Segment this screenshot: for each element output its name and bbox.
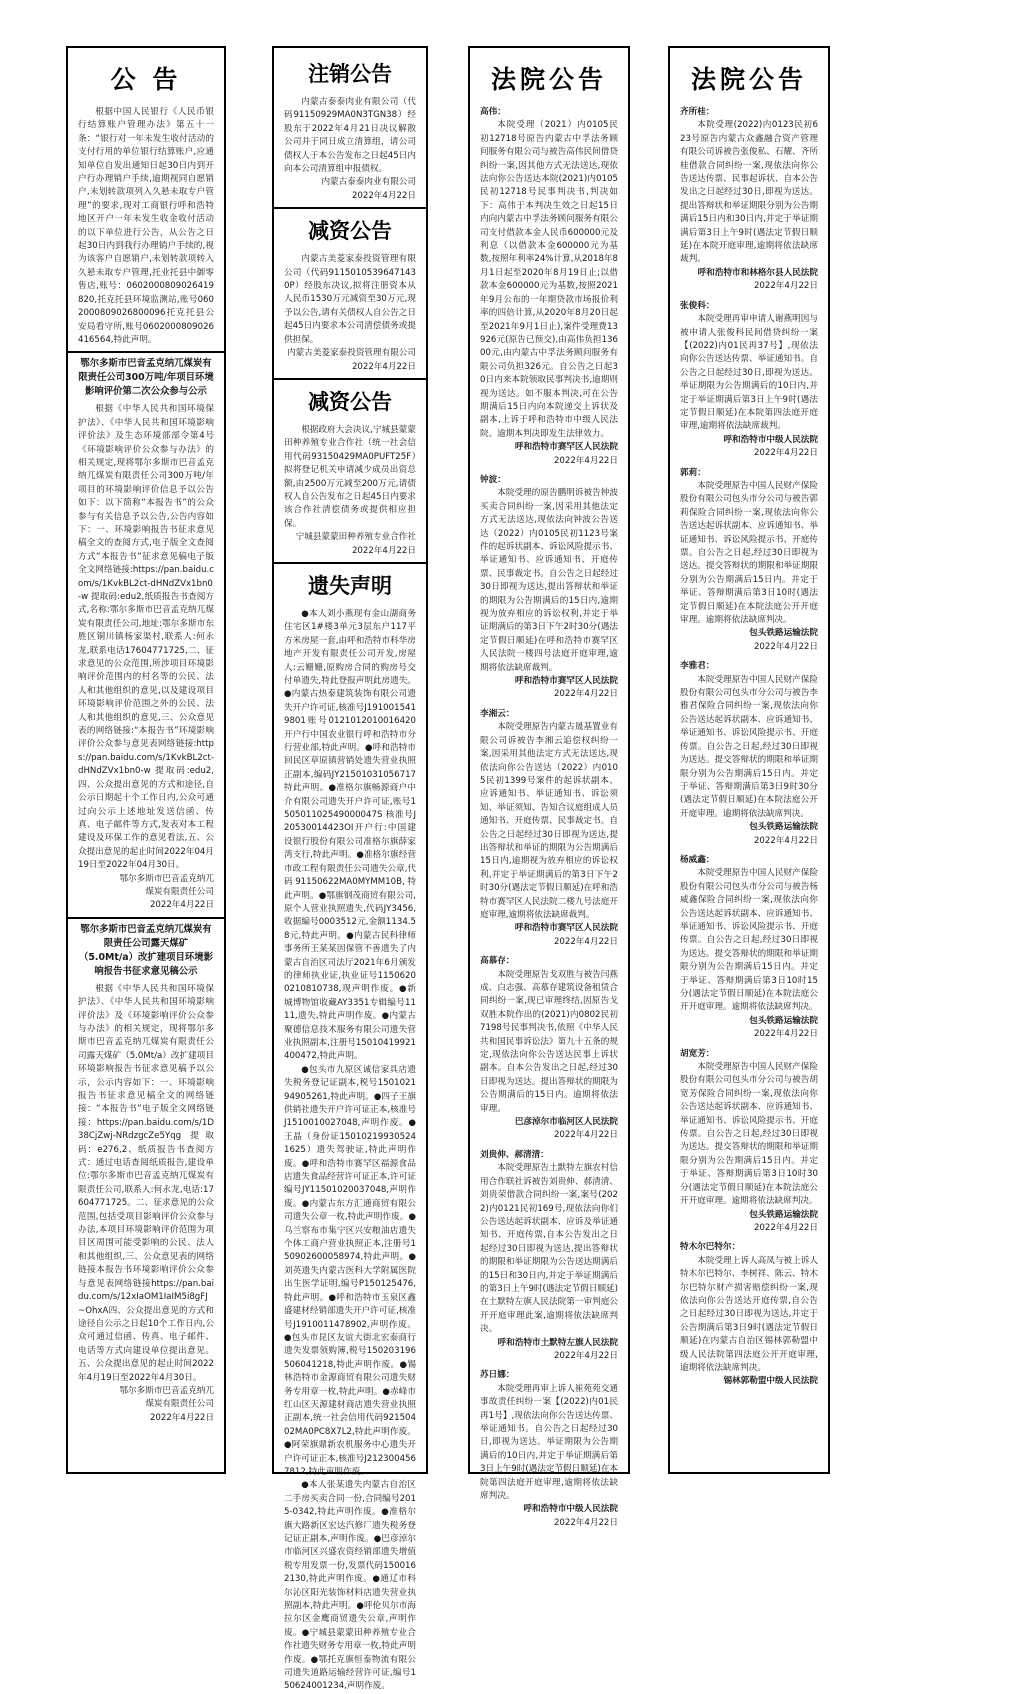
court-name: 呼和浩特市中级人民法院 [523,1504,618,1515]
signature-date: 2022年4月22日 [753,1222,818,1233]
signature-company: 鄂尔多斯市巴音孟克纳兀 [119,873,214,884]
signature-date: 2022年4月22日 [149,1412,214,1423]
signature-date: 2022年4月22日 [553,936,618,947]
deregistration-text: 内蒙古泰泰肉业有限公司（代码91150929MA0N3TGN38）经股东于2022年4月21日决议解散公司并于同日成立清算组，请公司债权人于本公告发布之日起45日内向本公司清算组申报债权。 [284,97,416,175]
case-party-name: 刘贵伸、郝清清： [480,1149,549,1160]
signature-date: 2022年4月22日 [753,281,818,292]
section-title-capital-reduction-1: 减资公告 [308,218,392,244]
divider [274,207,426,209]
case-party-name: 李湘云： [480,708,515,719]
section-title-capital-reduction-2: 减资公告 [308,388,392,414]
signature-company-2: 煤炭有限责任公司 [145,886,214,897]
case-party-name: 杨威鑫： [680,854,715,865]
case-text: 本院受理再审申请人谢燕明因与被申请人张俊科民间借贷纠纷一案【(2022)内01民再37号】,现依法向你公告送达传票、举证通知书。自公告之日起经过30日,即视为送达。举证期限为公告期满后的10日内,并定于举证期满后第3日上午9时(遇法定节假日顺延)在本院第四法庭开庭审理,逾期将依法缺席裁判。 [680,314,818,432]
signature-date: 2022年4月22日 [553,1350,618,1361]
court-name: 呼和浩特市土默特左旗人民法院 [497,1337,618,1348]
case-party-name: 胡宽芳： [680,1048,715,1059]
case-text: 本院受理原告戈双胜与被告闫燕成、白志强、高慕存建筑设备租赁合同纠纷一案,现已审理终结,因原告戈双胜本院作出的(2021)内0802民初7198号民事判决书,依照《中华人民共和国民事诉讼法》第九十五条的规定,现依法向你公告送达民事上诉状副本。自本公告发出之日起,经过30日即视为送达。提出答辩状的期限为公告期满后的15日内。逾期将依法审理。 [480,969,618,1114]
case-party-name: 苏日娜： [480,1370,515,1381]
signature-date: 2022年4月22日 [753,641,818,652]
court-name: 呼和浩特市赛罕区人民法院 [514,923,618,934]
signature-date: 2022年4月22日 [553,1517,618,1528]
case-text: 本院受理再审上诉人崔苑苑交通事故责任纠纷一案【(2022)内01民再1号】,现依法向你公告送达传票、举证通知书。自公告之日起经过30日,即视为送达。举证期限为公告期满后的10日内,并定于举证期满后第3日上午9时(遇法定节假日顺延)在本院第四法庭开庭审理,逾期将依法缺席判决。 [480,1383,618,1502]
divider [68,351,224,353]
case-party-name: 高慕存： [480,956,515,967]
column-court-notices-2 [668,46,830,1474]
signature-date: 2022年4月22日 [351,190,416,201]
court-name: 包头铁路运输法院 [749,628,818,639]
case-party-name: 张俊科： [680,300,715,311]
case-text: 本院受理的原告鹏明诉被告钟波买卖合同纠纷一案,因采用其他法定方式无法送达,现依法向钟波公告送达（2022）内0105民初1123号案件的起诉状副本、诉讼风险提示书、举证通知书、应诉通知书、开庭传票、民事裁定书。自公告之日起经过30日即视为送达,提出答辩状和举证的期限为公告期满后的15日内,逾期视为放弃相应的诉讼权利,并定于举证期满后的第3日下午2时30分(遇法定节假日顺延)在呼和浩特市赛罕区人民法院一楼四号法庭开庭审理,逾期将依法缺席裁判。 [480,488,618,673]
section-title-court: 法院公告 [690,65,807,94]
bank-notice-text: 根据中国人民银行《人民币银行结算账户管理办法》第五十一条：“银行对一年未发生收付活动的支付行用的单位银行结算账户,应通知单位自发出通知日起30日内到开户行办理销户手续,逾期视同自愿销户,未划转款项列入久悬未取专户管理”的要求,现对工商银行呼和浩特地区开户一年未发生收金收付活动的以下单位进行公告，从公告之日起30日内到我行办理销户手续的,视为该客户自愿销户,未划转款项转入久悬未取专户管理,托业托县中御零售店,账号：0602000809026419820,托克托县环境监测站,账号0602000809026800096托克托县公安局看守所,账号0602000809026416564,特此声明。 [78,107,214,345]
signature-date: 2022年4月22日 [553,689,618,700]
court-name: 包头铁路运输法院 [749,822,818,833]
court-name: 呼和浩特市中级人民法院 [723,434,818,445]
loss-statement-text-3: ●本人张某遗失内蒙古自治区二手房买卖合同一份,合同编号2015-0342,特此声明作废。●准格尔旗大路新区宏达汽修厂遗失税务登记证正副本,声明作废。●巴彦淖尔市临河区兴盛农资经销部遗失增值税专用发票一份,发票代码1500162130,特此声明作废。●通辽市科尔沁区阳光装饰材料店遗失营业执照副本,特此声明。●呼伦贝尔市海拉尔区金鹰商贸遗失公章,声明作废。●宁城县蒙蒙田种养殖专业合作社遗失财务专用章一枚,特此声明作废。●鄂托克旗恒泰物流有限公司遗失道路运输经营许可证,编号150624001234,声明作废。 [284,1480,416,1692]
court-name: 呼和浩特市赛罕区人民法院 [514,676,618,687]
column-announcements [66,46,226,1474]
case-text: 本院受理(2022)内0123民初623号原告内蒙古众鑫融合资产管理有限公司诉被告张俊私、石耀、齐所桂借款合同纠纷一案,现依法向你公告送达传票、民事起诉状、自本公告发出之日起经过30日,即视为送达。提出答辩状和举证期限分别为公告期满后15日内和30日内,并定于举证期满后第3日上午9时(遇法定节假日顺延)在本院开庭审理,逾期将依法缺席裁判。 [680,120,818,265]
signature-date: 2022年4月22日 [351,545,416,556]
case-text: 本院受理原告中国人民财产保险股份有限公司包头市分公司与被告李雅君保险合同纠纷一案,现依法向你公告送达起诉状副本、应诉通知书、举证通知书、诉讼风险提示书、开庭传票。自公告之日起,经过30日即视为送达。提交答辩状的期限和举证期限分别为公告期满后15日内。并定于举证、答辩期满后第3日9时30分(遇法定节假日顺延)在本院法庭公开开庭审理。逾期将依法缺席判决。 [680,674,818,819]
court-name: 锡林郭勒盟中级人民法院 [723,1376,818,1387]
case-text: 本院受理原告中国人民财产保险股份有限公司包头市分公司与被告杨威鑫保险合同纠纷一案,现依法向你公告送达起诉状副本、应诉通知书、举证通知书、诉讼风险提示书、开庭传票。自公告之日起,经过30日即视为送达。提交答辩状的期限和举证期限分别为公告期满后15日内。并定于举证、答辩期满后第3日10时15分(遇法定节假日顺延)在本院法庭公开开庭审理。逾期将依法缺席判决。 [680,868,818,1013]
capital-reduction-text-2: 根据政府大会决议,宁城县蒙蒙田种养殖专业合作社（统一社会信用代码93150429MA0PUFT25F）拟将登记机关申请减少成员出资总额,由2500万元减至200万元,请债权人自公告发布之日起45日内要求该合作社清偿债务或提供相应担保。 [284,424,416,529]
notice-heading-eia-2: 鄂尔多斯市巴音孟克纳兀煤炭有限责任公司露天煤矿（5.0Mt/a）改扩建项目环境影响报告书征求意见稿公示 [79,923,213,977]
case-party-name: 钟波： [480,474,506,485]
signature-company: 鄂尔多斯市巴音孟克纳兀 [119,1385,214,1396]
case-party-name: 齐所桂： [680,107,715,117]
case-party-name: 郭莉： [680,467,706,478]
signature-company-2: 煤炭有限责任公司 [145,1399,214,1410]
signature-date: 2022年4月22日 [753,1029,818,1040]
signature-date: 2022年4月22日 [553,455,618,466]
section-title-announcement: 公 告 [110,65,182,94]
case-text: 本院受理上诉人高凤与被上诉人特木尔巴特尔、李树祥、陈云、特木尔巴特尔财产损害赔偿纠纷一案,现依法向你公告送达开庭传票,自公告之日起经过30日即视为送达,并定于公告期满后第3日9时(遇法定节假日顺延)在内蒙古自治区锡林郭勒盟中级人民法院第四法庭公开开庭审理,逾期将依法缺席判决。 [680,1255,818,1373]
divider [274,562,426,564]
case-party-name: 李雅君： [680,661,715,672]
case-text: 本院受理原告中国人民财产保险股份有限公司包头市分公司与被告郭莉保险合同纠纷一案,现依法向你公告送达起诉状副本、应诉通知书、举证通知书、诉讼风险提示书、开庭传票。自公告之日起,经过30日即视为送达。提交答辩状的期限和举证期限分别为公告期满后15日内。并定于举证、答辩期满后第3日10时(遇法定节假日顺延)在本院法庭公开开庭审理。逾期将依法缺席判决。 [680,480,818,626]
section-title-loss-statement: 遗失声明 [308,572,392,598]
signature-company: 内蒙古泰泰肉业有限公司 [321,177,416,188]
divider [274,378,426,380]
column-corporate-notices [272,46,428,1692]
case-text: 本院受理原告内蒙古晟基置业有限公司诉被告李湘云追偿权纠纷一案,因采用其他法定方式无法送达,现依法向你公告送达（2022）内0105民初1399号案件的起诉状副本、应诉通知书、举证通知书、诉讼须知、举证须知、告知合议庭组成人员通知书、开庭传票、民事裁定书。自公告之日起经过30日即视为送达,提出答辩状和举证的期限为公告期满后15日内,逾期视为放弃相应的诉讼权利,并定于举证期满后的第3日下午2时30分(遇法定节假日顺延)在呼和浩特市赛罕区人民法院二楼九号法庭开庭审理,逾期将依法缺席裁判。 [480,722,618,920]
court-name: 巴彦淖尔市临河区人民法院 [514,1117,618,1128]
capital-reduction-text-1: 内蒙古美菱家泰投资管理有限公司（代码91150105396471430P）经股东决议,拟将注册资本从人民币1530万元减资至30万元,现予以公告,请有关债权人自公告之日起45日内要求本公司清偿债务或提供担保。 [284,254,416,345]
court-name: 包头铁路运输法院 [749,1015,818,1026]
divider [68,917,224,919]
eia-notice-text-2: 根据《中华人民共和国环境保护法》、《中华人民共和国环境影响评价法》及《环境影响评价公众参与办法》的相关规定，现将鄂尔多斯市巴音孟克纳兀煤炭有限责任公司露天煤矿（5.0Mt/a）改扩建项目环境影响报告书征求意见稿予以公示，公示内容如下：一、环境影响报告书征求意见稿全文的网络链接：“本报告书”电子版全文网络链接：https://pan.baidu.com/s/1D38CjZwj-NRdzgcZe5Yqg 提取码：e276,2、纸质报告书查阅方式：通过电话查阅纸质报告,建设单位:鄂尔多斯市巴音孟克纳兀煤炭有限责任公司,联系人:何永龙,电话:17604771725。二、征求意见的公众范围,包括受项目影响评价公众参与办法,本项目环境影响评价范围为项目区周围可能受影响的公民、法人和其他组织,三、公众意见表的网络链接本报告书环境影响评价公众参与意见表网络链接https://pan.baidu.com/s/12xIaOM1IaIM5i8gFJ~OhxA四、公众提出意见的方式和途径自公示之日起10个工作日内,公众可通过信函、传真、电子邮件、电话等方式向建设单位提出意见。五、公众提出意见的起止时间2022年4月19日至2022年4月30日。 [78,983,214,1383]
section-title-court: 法院公告 [490,65,607,94]
case-party-name: 特木尔巴特尔： [680,1242,741,1253]
signature-date: 2022年4月22日 [553,1130,618,1141]
signature-date: 2022年4月22日 [753,835,818,846]
column-court-notices-1 [468,46,630,1528]
case-text: 本院受理原告土默特左旗农村信用合作联社诉被告刘贵伸、郝清清、刘贵荣借款合同纠纷一案,案号(2022)内0121民初169号,现依法向你们公告送达起诉状副本、应诉及举证通知书、开庭传票,自本公告发出之日起经过30日即视为送达,提出答辩状的期限和举证期限为公告送达期满后的15日和30日内,并定于举证期满后的第3日上午9时(遇法定节假日顺延)在土默特左旗人民法院第一审判庭公开开庭审理此案,逾期将依法缺席判决。 [480,1163,618,1335]
signature-company: 内蒙古美菱家泰投资管理有限公司 [287,348,416,359]
eia-notice-text-1: 根据《中华人民共和国环境保护法》、《中华人民共和国环境影响评价法》及生态环境部部令第4号《环境影响评价公众参与办法》的相关规定,现将鄂尔多斯市巴音孟克纳兀煤炭有限责任公司300万吨/年项目的环境影响评价信息予以公告如下：以下简称“本报告书”的公众参与有关信息予以公告,公告内容如下：一、环境影响报告书征求意见稿全文的查阅方式,电子版全文查阅方式“本报告书”征求意见稿电子版全文网络链接:https://pan.baidu.com/s/1KvkBL2ct-dHNdZVx1bn0-w 提取码:edu2,纸质报告书查阅方式,名称:鄂尔多斯市巴音孟克纳兀煤炭有限责任公司,地址:鄂尔多斯市东胜区铜川镇杨家渠村,联系人:何永龙,联系电话17604771725,二、征求意见的公众范围,所涉项目环境影响评价范围内的村名等的公民、法人和其他组织的意见,以及建设项目环境影响评价范围之外的公民、法人和其他组织的意见,三、公众意见表的网络链接:“本报告书”环境影响评价公众参与意见表网络链接:https://pan.baidu.com/s/1KvkBL2ct-dHNdZVx1bn0-w 提取码:edu2,四、公众提出意见的方式和途径,自公示日期起十个工作日内,公众可通过向公示上述地址发送信函、传真、电子邮件等方式,发表对本工程建设及环保工作的意见看法,五、公众提出意见的起止时间2022年04月19日至2022年04月30日。 [78,404,214,871]
court-name: 呼和浩特市和林格尔县人民法院 [697,267,818,278]
case-text: 本院受理（2021）内0105民初12718号原告内蒙古中孚法务顾问服务有限公司与被告高伟民间借贷纠纷一案,因其他方式无法送达,现依法向你公告送达本院(2021)内0105民初12718号民事判决书,判决如下：高伟于本判决生效之日起15日内向内蒙古中孚法务顾问服务有限公司支付借款本金人民币600000元及利息（以借款本金600000元为基数,按照年利率24%计算,从2018年8月1日起至2020年8月19日止;以借款本金600000元为基数,按照2021年9月公布的一年期贷款市场报价利率的四倍计算,从2020年8月20日起至2021年9月1日止),案件受理费13926元(原告已预交),由高伟负担13600元,由内蒙古中孚法务顾问服务有限公司负担326元。自公告之日起30日内来本院领取民事判决书,逾期则视为送达。如不服本判决,可在公告期满后15日内向本院递交上诉状及副本,上诉于呼和浩特市中级人民法院。逾期本判决即发生法律效力。 [480,120,618,439]
notice-heading-eia-1: 鄂尔多斯市巴音孟克纳兀煤炭有限责任公司300万吨/年项目环境影响评价第二次公众参与公示 [78,358,214,398]
case-party-name: 高伟： [480,107,506,117]
case-text: 本院受理原告中国人民财产保险股份有限公司包头市分公司与被告胡宽芳保险合同纠纷一案,现依法向你公告送达起诉状副本、应诉通知书、举证通知书、诉讼风险提示书、开庭传票。自公告之日起,经过30日即视为送达。提交答辩状的期限和举证期限分别为公告期满后15日内。并定于举证、答辩期满后第3日10时30分(遇法定节假日顺延)在本院法庭公开开庭审理。逾期将依法缺席判决。 [680,1062,818,1207]
court-name: 呼和浩特市赛罕区人民法院 [514,442,618,453]
court-name: 包头铁路运输法院 [749,1209,818,1220]
loss-statement-text-1: ●本人刘小燕现有金山湖商务住宅区1#楼3单元3层东户117平方米房屋一套,由呼和浩特市科华房地产开发有限责任公司开发,房屋人:云姗姗,原购房合同的购房号交付单遗失,特此登报声明此房遗失。●内蒙古热泰建筑装饰有限公司遗失开户许可证,核准号J1910015419801账号0121012010016420开户行中国农业银行呼和浩特市分行营业部,特此声明。●呼和浩特市回民区草原镇营销处遗失营业执照正副本,编码JY21501031056717特此声明。●准格尔旗畅源商户中介有限公司遗失开户许可证,账号150501102549000047S 核准号J20530014423OI开户行:中国建设银行股份有限公司准格尔旗薛家湾支行,特此声明。●准格尔旗经营市政工程有限责任公司遗失公章,代码91150622MA0MYMM10B,特此声明。●鄂旗钢茂商贸有限公司,原个人营业执照遗失,代码JY3456,收据编号0003512元,金额1134.58元,特此声明。●内蒙古民科律师事务所王某某因保管不善遗失了内蒙古自治区司法厅2021年6月颁发的律师执业证,执业证号11506200210810738,现声明作废。●新城博物馆收藏AY3351专辑编号1111,遗失,特此声明作废。●内蒙古聚德信息技术服务有限公司遗失营业执照副本,注册号15010419921400472,特此声明。 [284,608,416,1062]
signature-date: 2022年4月22日 [753,448,818,459]
signature-company: 宁城县蒙蒙田种养殖专业合作社 [295,532,416,543]
signature-date: 2022年4月22日 [149,900,214,911]
loss-statement-text-2: ●包头市九原区诚信家具店遗失税务登记证副本,税号150102194905261,特此声明。●四子王旗供销社遗失开户许可证正本,核准号J1510010027048,声明作废。●王晶（身份证150102199305241625）遗失驾驶证,特此声明作废。●呼和浩特市赛罕区福源食品店遗失食品经营许可证正本,许可证编号JY11501020037048,声明作废。●内蒙古东方汇通商贸有限公司遗失公章一枚,特此声明作废。●乌兰察布市集宁区兴安粮油店遗失个体工商户营业执照正本,注册号150902600058974,特此声明。●刘英遗失内蒙古医科大学附属医院出生医学证明,编号P150125476,特此声明。●呼和浩特市玉泉区鑫盛建材经销部遗失开户许可证,核准号J1910011478902,声明作废。●包头市昆区友谊大街北宏泰商行遗失发票领购簿,税号150203196506041218,特此声明作废。●锡林浩特市金源商贸有限公司遗失财务专用章一枚,特此声明。●赤峰市红山区天源建材商店遗失营业执照正副本,统一社会信用代码92150402MA0PC8X7L2,特此声明作废。●阿荣旗鼎新农机服务中心遗失开户许可证正本,核准号J2123004567812,特此声明作废。 [284,1064,416,1477]
section-title-deregistration: 注销公告 [308,61,392,86]
signature-date: 2022年4月22日 [351,361,416,372]
